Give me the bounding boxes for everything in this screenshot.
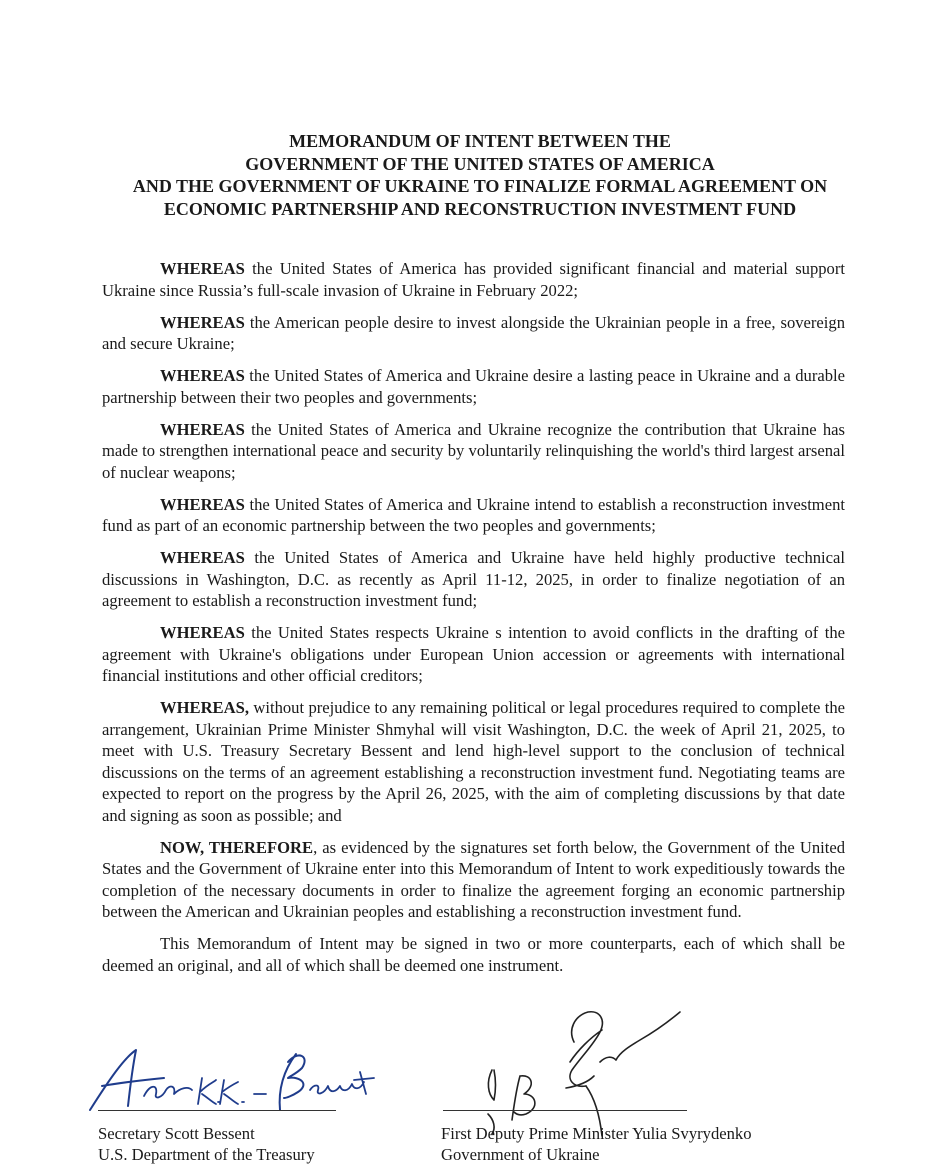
whereas-paragraph-1 [102,258,845,301]
whereas-paragraph-7 [102,622,845,687]
paragraph-text: the American people desire to invest alongside the Ukrainian people in a free, sovereign and secure Ukraine; [102,312,845,353]
whereas-paragraph-3 [102,365,845,408]
signatory-office-right: Government of Ukraine [441,1145,600,1164]
title-line-4: ECONOMIC PARTNERSHIP AND RECONSTRUCTION INVESTMENT FUND [163,198,797,219]
paragraph-lead: WHEREAS, [160,698,249,717]
paragraph-text: , as evidenced by the signatures set forth below, the Government of the United States and the Government of Ukraine enter into this Memorandum of Intent to work expeditiously towards the completion of the necessary documents in order to finalize the agreement forging an economic partnership between the American and Ukrainian peoples and establishing a reconstruction investment fund. [102,837,845,921]
signatory-name-right: First Deputy Prime Minister Yulia Svyrydenko [441,1124,752,1143]
paragraph-text: the United States of America and Ukraine have held highly productive technical discussions in Washington, D.C. as recently as April 11-12, 2025, in order to finalize negotiation of an agreement to establish a reconstruction investment fund; [102,548,845,610]
whereas-paragraph-5 [102,494,845,537]
paragraph-text: the United States respects Ukraine s intention to avoid conflicts in the drafting of the agreement with Ukraine's obligations under European Union accession or agreements with international financial institutions and other official creditors; [102,623,845,685]
title-line-1: MEMORANDUM OF INTENT BETWEEN THE [289,131,671,151]
signature-line-left [98,1110,336,1111]
paragraph-lead: WHEREAS [160,419,245,439]
paragraph-lead: WHEREAS [160,312,245,332]
paragraph-lead: WHEREAS [160,366,245,385]
whereas-paragraph-6 [102,547,845,612]
paragraph-lead: WHEREAS [160,494,245,514]
signatory-name-left: Secretary Scott Bessent [98,1124,255,1143]
document-title [60,130,900,220]
document-body [102,258,845,987]
svyrydenko-signature [470,990,690,1140]
title-line-3: AND THE GOVERNMENT OF UKRAINE TO FINALIZE FORMAL AGREEMENT ON [132,176,828,196]
paragraph-lead: NOW, THEREFORE [160,837,314,857]
bessent-signature [84,1040,384,1118]
paragraph-text: without prejudice to any remaining political or legal procedures required to complete the arrangement, Ukrainian Prime Minister Shmyhal will visit Washington, D.C. the week of April 21, 2025, to meet with U.S. Treasury Secretary Bessent and lend high-level support to the conclusion of technical discussions on the terms of an agreement establishing a reconstruction investment fund. Negotiating teams are expected to report on the progress by the April 26, 2025, with the aim of completing discussions by that date and signing as soon as possible; and [102,698,845,825]
paragraph-text: the United States of America and Ukraine recognize the contribution that Ukraine has made to strengthen international peace and security by voluntarily relinquishing the world's third largest arsenal of nuclear weapons; [102,419,845,482]
signature-line-right [443,1110,687,1111]
paragraph-lead: WHEREAS [160,548,245,567]
paragraph-lead: WHEREAS [160,259,245,278]
paragraph-lead: WHEREAS [160,623,245,642]
counterparts-paragraph [102,933,845,976]
whereas-paragraph-8 [102,697,845,826]
therefore-paragraph [102,837,845,923]
paragraph-text: the United States of America has provided significant financial and material support Ukraine since Russia’s full-scale invasion of Ukraine in February 2022; [102,259,845,300]
whereas-paragraph-4 [102,419,845,484]
signatory-office-left: U.S. Department of the Treasury [98,1145,315,1164]
paragraph-text: the United States of America and Ukraine intend to establish a reconstruction investment fund as part of an economic partnership between the two peoples and governments; [102,494,845,535]
paragraph-text: the United States of America and Ukraine desire a lasting peace in Ukraine and a durable partnership between their two peoples and governments; [102,366,845,407]
whereas-paragraph-2 [102,312,845,355]
paragraph-text: This Memorandum of Intent may be signed in two or more counterparts, each of which shall be deemed an original, and all of which shall be deemed one instrument. [102,934,845,975]
title-line-2: GOVERNMENT OF THE UNITED STATES OF AMERICA [245,153,715,174]
